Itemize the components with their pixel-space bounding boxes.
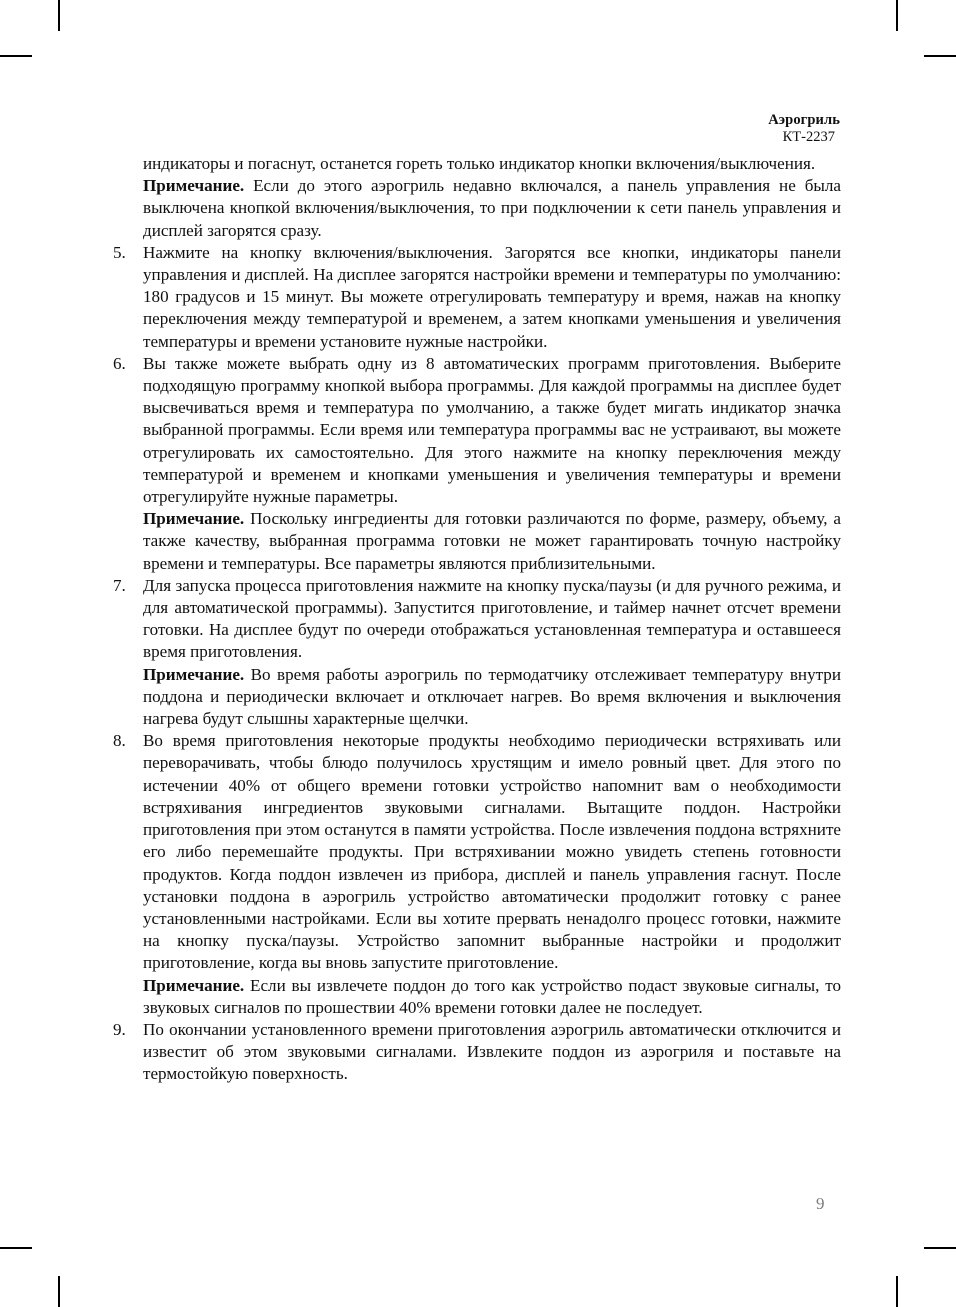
list-item-8 — [113, 730, 841, 974]
running-head-brand: Аэрогриль — [768, 112, 840, 128]
list-item-5 — [113, 242, 841, 353]
crop-mark-top-left-vertical — [58, 0, 60, 31]
note-lead-1: Примечание. — [143, 176, 245, 196]
crop-mark-bottom-left-horizontal — [0, 1247, 32, 1249]
note-paragraph-2 — [113, 508, 841, 575]
list-item-text-6: Вы также можете выбрать одну из 8 автоматических программ приготовления. Выберите подходящую программу кнопкой выбора программы. Для каждой программы на дисплее будет высвечиваться время и температура по умолчанию, а также будет мигать индикатор значка выбранной программы. Если время или температура программы вас не устраивают, вы можете отрегулировать их самостоятельно. Для этого нажмите на кнопку переключения между температурой и временем и кнопками уменьшения и увеличения температуры и времени отрегулируйте нужные параметры. — [143, 353, 841, 507]
crop-mark-bottom-left-vertical — [58, 1276, 60, 1307]
note-lead-2: Примечание. — [143, 509, 245, 529]
crop-mark-top-right-horizontal — [924, 55, 956, 57]
list-item-number-9: 9. — [113, 1019, 126, 1039]
note-body-3: Во время работы аэрогриль по термодатчику отслеживает температуру внутри поддона и периодически включает и отключает нагрев. Во время включения и выключения нагрева будут слышны характерные щелчки. — [143, 664, 841, 729]
list-item-9 — [113, 1019, 841, 1086]
note-paragraph-1 — [113, 175, 841, 242]
note-paragraph-3 — [113, 664, 841, 731]
note-body-2: Поскольку ингредиенты для готовки различаются по форме, размеру, объему, а также качеству, выбранная программа готовки не может гарантировать точную настройку времени и температуры. Все параметры являются приблизительными. — [143, 509, 841, 573]
crop-mark-bottom-right-horizontal — [924, 1247, 956, 1249]
list-item-text-9: По окончании установленного времени приготовления аэрогриль автоматически отключится и известит об этом звуковыми сигналами. Извлеките поддон из аэрогриля и поставьте на термостойкую поверхность. — [143, 1019, 841, 1084]
note-body-1: Если до этого аэрогриль недавно включался, а панель управления не была выключена кнопкой включения/выключения, то при подключении к сети панель управления и дисплей загорятся сразу. — [143, 176, 841, 240]
page-number: 9 — [816, 1194, 825, 1213]
crop-mark-top-left-horizontal — [0, 55, 32, 57]
note-lead-4: Примечание. — [143, 975, 245, 995]
note-paragraph-4 — [113, 975, 841, 1019]
list-item-text-7: Для запуска процесса приготовления нажмите на кнопку пуска/паузы (и для ручного режима, и для автоматической программы). Запустится приготовление, и таймер начнет отсчет времени готовки. На дисплее будут по очереди отображаться установленная температура и оставшееся время приготовления. — [143, 575, 841, 662]
list-item-number-6: 6. — [113, 353, 126, 373]
paragraph-continuation: индикаторы и погаснут, останется гореть только индикатор кнопки включения/выключения. — [143, 154, 816, 173]
body-text-column — [113, 153, 841, 1086]
list-item-text-8: Во время приготовления некоторые продукты необходимо периодически встряхивать или переворачивать, чтобы блюдо получилось хрустящим и имело ровный цвет. Для этого по истечении 40% от общего времени готовки устройство напомнит вам о необходимости встряхивания ингредиентов звуковыми сигналами. Вытащите поддон. Настройки приготовления при этом останутся в памяти устройства. После извлечения поддона встряхните его либо перемешайте продукты. При встряхивании можно увидеть степень готовности продуктов. Когда поддон извлечен из прибора, дисплей и панель управления гаснут. После установки поддона в аэрогриль устройство автоматически продолжит готовку с ранее установленными настройками. Если вы хотите прервать ненадолго процесс готовки, нажмите на кнопку пуска/паузы. Устройство запомнит выбранные настройки и продолжит приготовление, когда вы вновь запустите приготовление. — [143, 731, 841, 973]
crop-mark-top-right-vertical — [896, 0, 898, 31]
list-item-number-7: 7. — [113, 575, 126, 595]
list-item-7 — [113, 575, 841, 664]
crop-mark-bottom-right-vertical — [896, 1276, 898, 1307]
list-item-number-8: 8. — [113, 731, 126, 751]
list-item-6 — [113, 353, 841, 508]
note-lead-3: Примечание. — [143, 664, 245, 684]
list-item-text-5: Нажмите на кнопку включения/выключения. Загорятся все кнопки, индикаторы панели управления и дисплей. На дисплее загорятся настройки времени и температуры по умолчанию: 180 градусов и 15 минут. Вы можете отрегулировать температуру и время, нажав на кнопку переключения между температурой и временем, а затем кнопками уменьшения и увеличения температуры и времени установите нужные настройки. — [143, 242, 841, 351]
list-item-number-5: 5. — [113, 242, 126, 262]
running-head — [440, 112, 840, 146]
note-body-4: Если вы извлечете поддон до того как устройство подаст звуковые сигналы, то звуковых сигналов по прошествии 40% времени готовки далее не последует. — [143, 975, 841, 1017]
running-head-model: КТ-2237 — [782, 129, 835, 145]
